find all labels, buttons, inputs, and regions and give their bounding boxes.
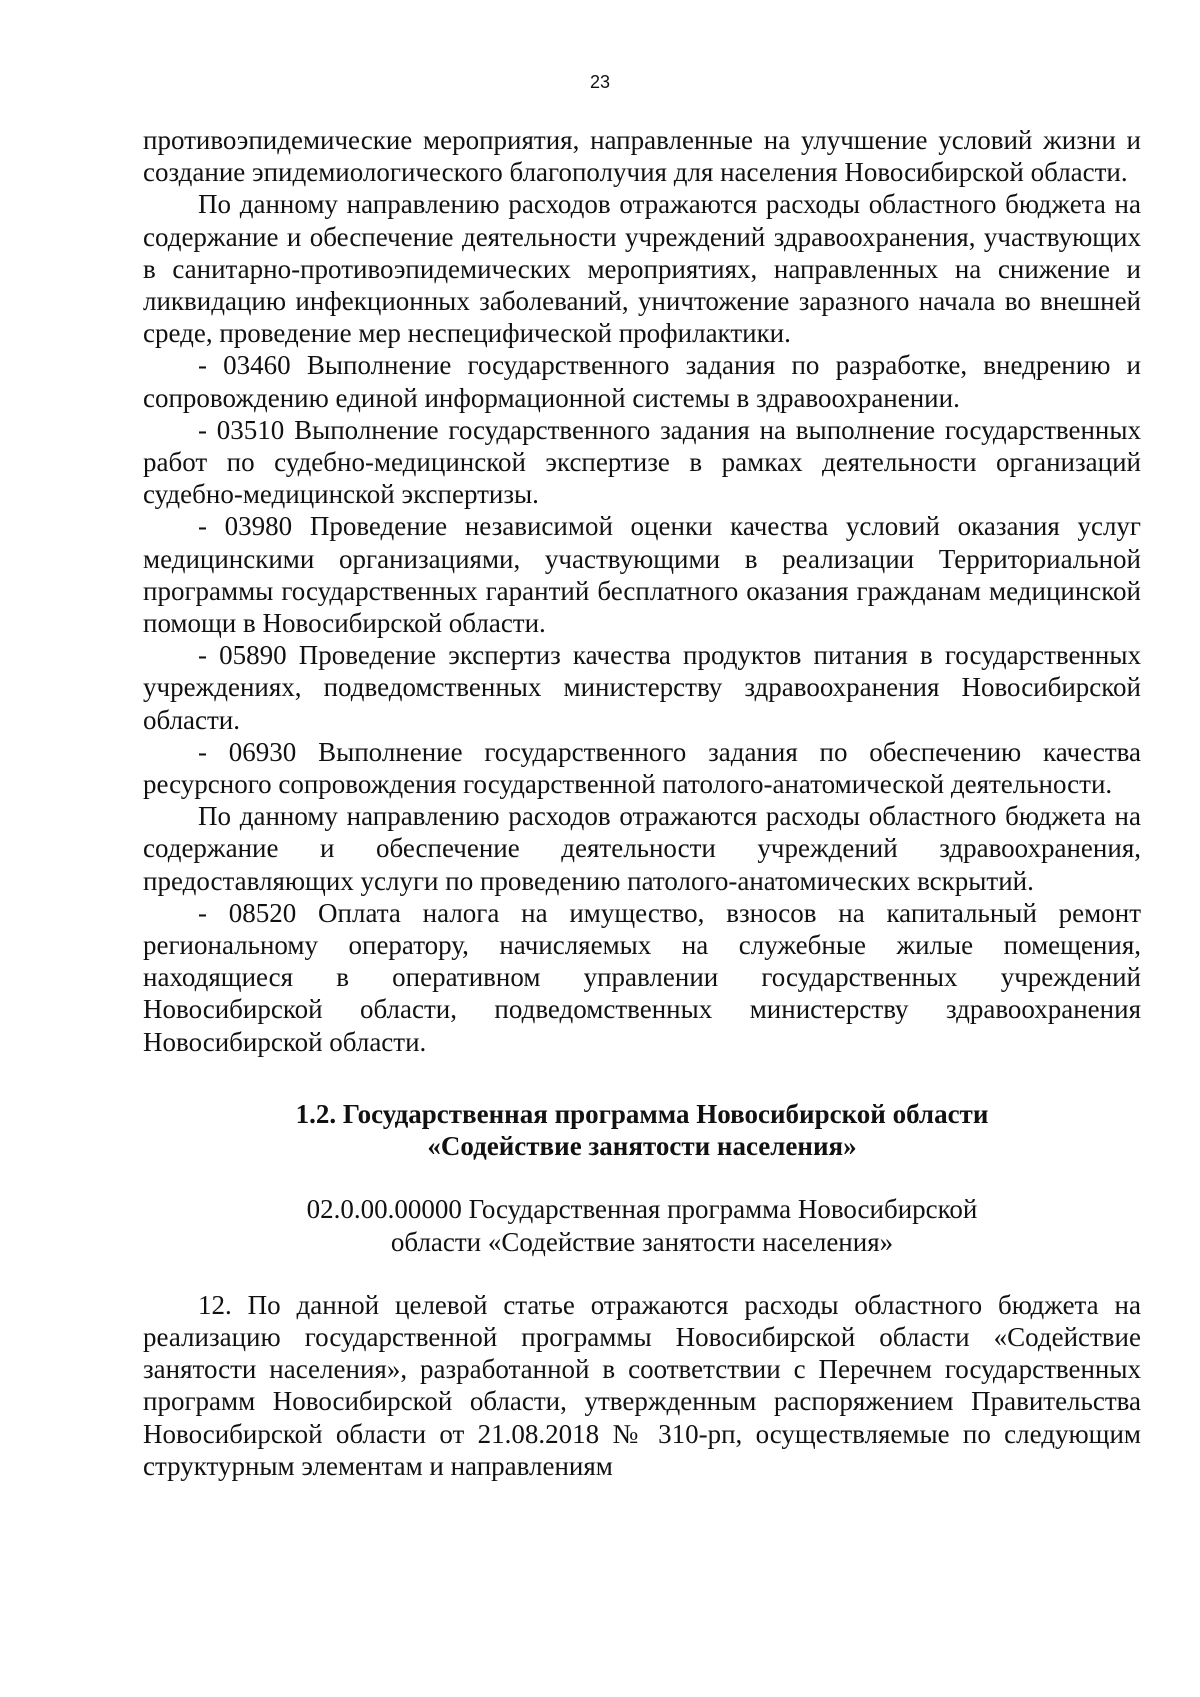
body-text [143,124,1141,1482]
section-heading-line-2: «Содействие занятости населения» [427,1131,857,1162]
paragraph-item-03460: - 03460 Выполнение государственного задания по разработке, внедрению и сопровождению единой информационной системы в здравоохранении. [143,350,1141,413]
page-number: 23 [589,72,611,92]
paragraph-12: 12. По данной целевой статье отражаются расходы областного бюджета на реализацию государственной программы Новосибирской области «Содействие занятости населения», разработанной в соответствии с Перечнем государственных программ Новосибирской области, утвержденным распоряжением Правительства Новосибирской области от 21.08.2018 № 310-рп, осуществляемые по следующим структурным элементам и направлениям [143,1289,1141,1481]
program-title-line-1: 02.0.00.00000 Государственная программа Новосибирской [306,1194,978,1225]
section-heading [143,1098,1141,1162]
paragraph-item-06930: - 06930 Выполнение государственного задания по обеспечению качества ресурсного сопровождения государственной патолого-анатомической деятельности. [143,736,1141,800]
paragraph-continuation: противоэпидемические мероприятия, направленные на улучшение условий жизни и создание эпидемиологического благополучия для населения Новосибирской области. [143,125,1141,188]
paragraph-pathology-expenses: По данному направлению расходов отражаются расходы областного бюджета на содержание и обеспечение деятельности учреждений здравоохранения, предоставляющих услуги по проведению патолого-анатомических вскрытий. [143,801,1141,896]
paragraph-expenses-description: По данному направлению расходов отражаются расходы областного бюджета на содержание и обеспечение деятельности учреждений здравоохранения, участвующих в санитарно-противоэпидемических мероприятиях, направленных на снижение и ликвидацию инфекционных заболеваний, уничтожение заразного начала во внешней среде, проведение мер неспецифической профилактики. [143,189,1141,349]
paragraph-item-03980: - 03980 Проведение независимой оценки качества условий оказания услуг медицинскими организациями, участвующими в реализации Территориальной программы государственных гарантий бесплатного оказания гражданам медицинской помощи в Новосибирской области. [143,511,1141,639]
program-title-line-2: области «Содействие занятости населения» [390,1226,894,1257]
section-heading-line-1: 1.2. Государственная программа Новосибирской области [295,1098,989,1129]
program-title [143,1193,1141,1257]
paragraph-item-03510: - 03510 Выполнение государственного задания на выполнение государственных работ по судебно-медицинской экспертизе в рамках деятельности организаций судебно-медицинской экспертизы. [143,414,1141,510]
paragraph-item-05890: - 05890 Проведение экспертиз качества продуктов питания в государственных учреждениях, подведомственных министерству здравоохранения Новосибирской области. [143,640,1141,735]
paragraph-item-08520: - 08520 Оплата налога на имущество, взносов на капитальный ремонт региональному оператору, начисляемых на служебные жилые помещения, находящиеся в оперативном управлении государственных учреждений Новосибирской области, подведомственных министерству здравоохранения Новосибирской области. [143,897,1141,1057]
